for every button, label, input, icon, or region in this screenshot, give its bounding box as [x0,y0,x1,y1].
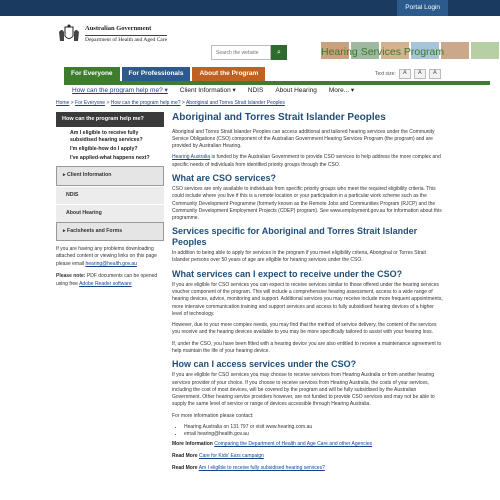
adobe-reader-link[interactable]: Adobe Reader software [79,280,132,287]
funding-paragraph: Hearing Australia is funded by the Australian Government to provide CSO services to help address the more complex and specific needs of individuals from identified priority groups through the CSO. [172,154,441,168]
program-title[interactable]: Hearing Services Program [321,46,445,58]
specific-paragraph: In addition to being able to apply for services in the program if you meet eligibility criteria, Aboriginal or Torres Strait Islander persons over 50 years of age are eligible for hearing services under the CSO. [172,250,426,264]
text-size-medium-button[interactable]: A [414,69,426,79]
read-more-link-2: Read More Am I eligible to receive fully subsidised hearing services? [172,464,325,471]
sidebar-sub-item-apply[interactable]: I'm eligible-how do I apply? [70,146,138,153]
read-more-link-1: Read More Care for Kids' Ears campaign [172,453,264,460]
tab-for-everyone[interactable]: For Everyone [64,67,120,81]
sidebar-item-label: Factsheets and Forms [67,227,123,234]
breadcrumb-home[interactable]: Home [56,100,70,106]
expect-paragraph-3: If, under the CSO, you have been fitted with a hearing device you are also entitled to receive a maintenance agreement to help maintain the life of your hearing device. [172,340,442,354]
breadcrumb: Home > For Everyone > How can the program help me? > Aboriginal and Torres Strait Islander Peoples [56,100,285,106]
portal-login-button[interactable]: Portal Login [397,0,448,16]
sidebar-item-label: Client Information [67,172,112,179]
sidebar-sub-item-next[interactable]: I've applied-what happens next? [70,155,150,162]
banner-photo [471,42,499,59]
care-for-kids-ears-link[interactable]: Care for Kids' Ears campaign [198,453,264,460]
comparing-agencies-link[interactable]: Comparing the Department of Health and Age Care and other Agencies [214,441,373,448]
text-size-small-button[interactable]: A [399,69,411,79]
search-button[interactable] [271,45,287,60]
text-size-label: Text size: [375,70,396,77]
tab-for-professionals[interactable]: For Professionals [122,67,191,81]
access-paragraph: If you are eligible for CSO services you may choose to receive services from Hearing Australia or from another hearing services provider of your choice. If you choose to receive services from Hearing Australia, the costs of your services, including the cost of most devices, will be covered by the program and will be fully subsidised by the Australian Government. Other hearing service providers however, are not funded to provide CSO services and may not be able to supply the same level of service or range of devices accessible through Hearing Australia. [172,372,435,408]
tab-about-program[interactable]: About the Program [192,67,265,81]
more-info-link-1: More Information Comparing the Department of Health and Age Care and other Agencies [172,441,373,448]
pdf-note: Please note: PDF documents can be opened using free Adobe Reader software [56,273,158,287]
breadcrumb-for-everyone[interactable]: For Everyone [75,100,106,106]
government-logo[interactable] [56,24,167,46]
sidebar [56,112,164,288]
heading-specific-services: Services specific for Aboriginal and Torres Strait Islander Peoples [172,226,418,247]
intro-paragraph: Aboriginal and Torres Strait Islander Peoples can access additional and tailored hearing services under the Community Service Obligations (CSO) component of the Australian Government Hearing Services Program (the program) and are provided by Australian Hearing. [172,128,435,149]
cso-paragraph: CSO services are only available to individuals from specific priority groups who meet the required eligibility criteria. This could include where you live if this is a remote location or your participation in a particular work scheme such as the Community Development Programme (formerly known as the Remote Jobs and Communities Program (RJCP) and the Community Development Employment Projects (CDEP) program). See www.employment.gov.au for information about this programme. [172,186,442,222]
breadcrumb-current[interactable]: Aboriginal and Torres Strait Islander Peoples [185,100,285,106]
text-size-control [375,69,441,79]
heading-access-services: How can I access services under the CSO? [172,359,357,370]
search-input[interactable] [211,45,271,60]
breadcrumb-how-can-help[interactable]: How can the program help me? [110,100,181,106]
contact-item-email[interactable]: • email hearing@health.gov.au [184,431,444,438]
sub-navigation [72,87,354,96]
expect-paragraph-2: However, due to your more complex needs, you may find that the method of service delivery, the content of the services you receive and the hearing devices available to you may be more specifically tailored to assist with your hearing loss. [172,322,437,336]
main-content [172,111,444,477]
subnav-about-hearing[interactable]: About Hearing [275,87,317,94]
sidebar-sub-list [56,127,164,166]
department-name: Department of Health and Aged Care [85,37,168,44]
sidebar-item-factsheets[interactable]: ▸ Factsheets and Forms [56,222,164,241]
sidebar-item-ndis[interactable]: NDIS [56,186,164,204]
heading-cso-services: What are CSO services? [172,172,277,183]
eligibility-link[interactable]: Am I eligible to receive fully subsidised hearing services? [198,464,325,471]
page-title: Aboriginal and Torres Strait Islander Peoples [172,112,386,123]
help-email-link[interactable]: hearing@health.gov.au [85,260,137,267]
sidebar-heading[interactable]: How can the program help me? [56,112,164,127]
audience-tabs [64,67,265,81]
subnav-client-information[interactable]: Client Information ▾ [179,87,236,94]
contact-list [184,424,444,438]
sidebar-item-about-hearing[interactable]: About Hearing [56,204,164,222]
hearing-australia-link[interactable]: Hearing Australia [172,154,211,161]
subnav-how-can-help[interactable]: How can the program help me? ▾ [72,87,168,94]
text-size-large-button[interactable]: A [429,69,441,79]
contact-item-phone[interactable]: • Hearing Australia on 131 797 or visit www.hearing.com.au [184,424,444,431]
contact-intro: For more information please contact: [172,412,254,419]
sidebar-sub-item-eligible[interactable]: Am I eligible to receive fully subsidised hearing services? [70,130,143,144]
sidebar-item-client-information[interactable]: ▸ Client Information [56,166,164,185]
subnav-more[interactable]: More... ▾ [328,87,355,94]
heading-expect-services: What services can I expect to receive under the CSO? [172,268,403,279]
search-icon: ⌕ [277,48,281,56]
expect-paragraph-1: If you are eligible for CSO services you can expect to receive services similar to those offered under the hearing services voucher component of the program. This will include a comprehensive hearing assessment, access to a wide range of hearing devices, advice, monitoring and support. Additional services you may receive include more frequent appointments, more intensive communication training and support services and access to fully subsidised hearing devices of a higher level of technology. [172,281,443,317]
gov-name: Australian Government [85,25,152,33]
coat-of-arms-icon [56,24,82,46]
search-form [211,45,287,60]
banner-photo [441,42,469,59]
top-bar [0,0,500,16]
download-help-note: If you are having any problems downloading attached content or viewing links on this page please email hearing@health.gov.au [56,245,157,267]
tab-underline [64,81,490,85]
subnav-ndis[interactable]: NDIS [247,87,264,94]
